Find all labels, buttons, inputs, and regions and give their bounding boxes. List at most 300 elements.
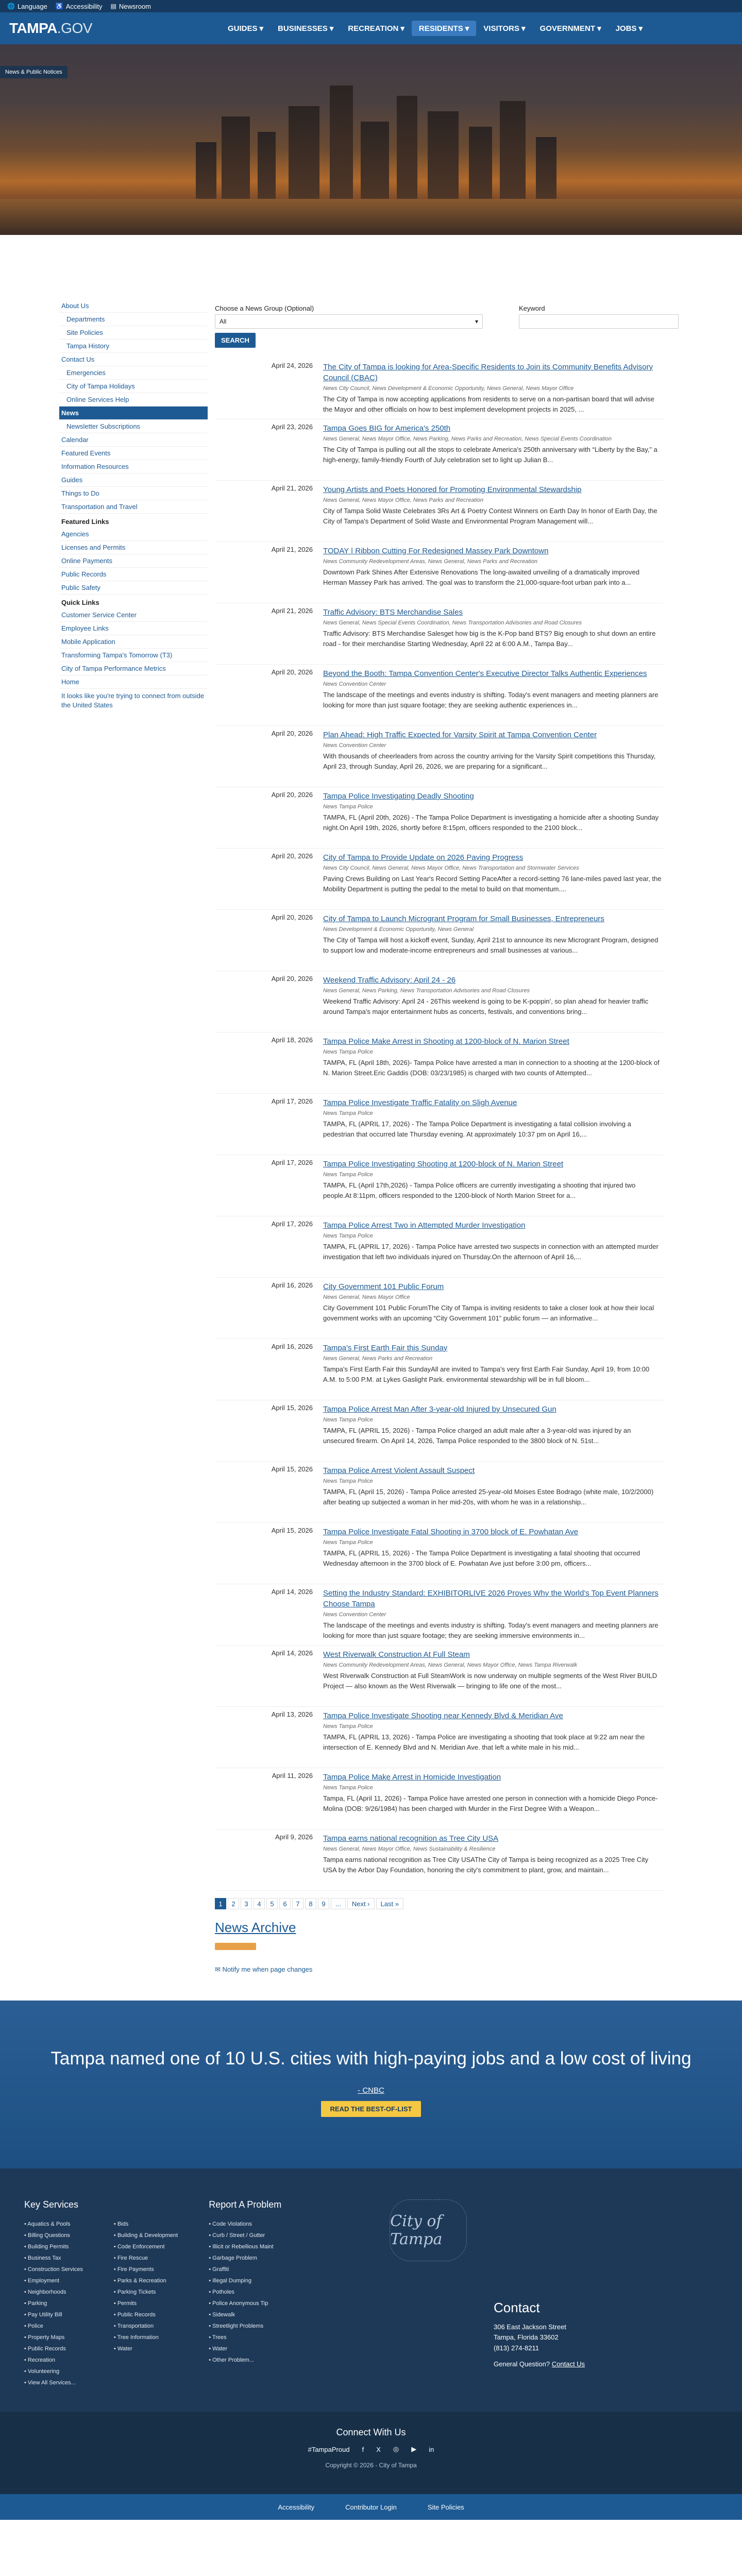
news-item (215, 1032, 663, 1094)
utility-bar (0, 0, 742, 12)
news-title[interactable]: Tampa's First Earth Fair this Sunday (323, 1344, 448, 1352)
sidebar-item[interactable]: Departments (59, 313, 208, 326)
social-icon[interactable]: f (362, 2445, 364, 2453)
site-header (0, 12, 742, 44)
news-title[interactable]: Tampa Police Arrest Violent Assault Suspect (323, 1466, 475, 1475)
news-title[interactable]: The City of Tampa is looking for Area-Specific Residents to Join its Community Benefits Advisory Council (CBAC) (323, 363, 653, 382)
featured-link[interactable]: Agencies (59, 528, 208, 541)
footer-link[interactable]: • Tree Information (113, 2334, 159, 2341)
news-item (215, 481, 663, 542)
chevron-down-icon: ▾ (465, 24, 469, 33)
footer-link[interactable]: • Streetlight Problems (209, 2323, 264, 2329)
news-summary: TAMPA, FL (April 20th, 2026) - The Tampa Police Department is investigating a homicide after a shooting Sunday night.On April 19th, 2026, shortly before 8:15pm, officers responded to the 2100 block... (323, 814, 659, 832)
nav-item-guides[interactable] (221, 21, 271, 36)
news-date: April 17, 2026 (271, 1159, 313, 1166)
news-title[interactable]: Tampa Police Make Arrest in Homicide Investigation (323, 1773, 501, 1782)
news-date: April 13, 2026 (271, 1710, 313, 1718)
news-date: April 14, 2026 (271, 1649, 313, 1657)
news-body (323, 423, 663, 480)
site-logo[interactable] (9, 20, 221, 37)
footer-link[interactable]: • Parking (24, 2300, 47, 2307)
sidebar-item[interactable]: Featured Events (59, 447, 208, 460)
news-category: News Tampa Police (323, 1478, 373, 1484)
city-seal-logo: City of Tampa (390, 2199, 467, 2261)
news-body (323, 1404, 663, 1461)
news-summary: TAMPA, FL (APRIL 15, 2026) - The Tampa Police Department is investigating a fatal shooting that occurred Wednesday afternoon in the 3700 block of E. Powhatan Ave just before 3:00 pm, officers... (323, 1549, 640, 1568)
news-summary: The City of Tampa is pulling out all the stops to celebrate America's 250th anniversary with “Liberty by the Bay,” a high-energy, family-friendly Fourth of July celebration set to light up Julian B... (323, 446, 657, 464)
news-category: News Tampa Police (323, 1172, 373, 1178)
featured-link[interactable]: Online Payments (59, 554, 208, 568)
news-date: April 16, 2026 (271, 1281, 313, 1289)
news-date: April 15, 2026 (271, 1465, 313, 1473)
news-category: News Development & Economic Opportunity, News General (323, 926, 474, 933)
news-category: News General, News Mayor Office, News Sustainability & Resilience (323, 1846, 496, 1852)
sidebar-item[interactable]: About Us (59, 299, 208, 313)
news-date: April 17, 2026 (271, 1097, 313, 1105)
sidebar-item[interactable]: Guides (59, 473, 208, 487)
news-group-value: All (220, 318, 227, 325)
news-category: News General, News Mayor Office (323, 1294, 410, 1300)
address-line1: 306 East Jackson Street (494, 2323, 566, 2331)
quick-link[interactable]: City of Tampa Performance Metrics (59, 662, 208, 675)
news-category: News Convention Center (323, 742, 386, 749)
news-item (215, 358, 663, 419)
footer-link[interactable]: • Recreation (24, 2357, 56, 2363)
nav-item-businesses[interactable] (271, 21, 341, 36)
news-date: April 11, 2026 (272, 1772, 313, 1780)
bottom-link[interactable]: Site Policies (427, 2503, 464, 2511)
news-item (215, 910, 663, 971)
chevron-down-icon: ▾ (638, 24, 643, 33)
news-title[interactable]: Tampa Police Make Arrest in Shooting at 1200-block of N. Marion Street (323, 1037, 569, 1046)
news-title[interactable]: TODAY | Ribbon Cutting For Redesigned Massey Park Downtown (323, 547, 549, 555)
news-category: News Convention Center (323, 681, 386, 687)
news-body (323, 1772, 663, 1829)
news-category: News Tampa Police (323, 1233, 373, 1239)
promo-headline: Tampa named one of 10 U.S. cities with high-paying jobs and a low cost of living (50, 2048, 692, 2069)
featured-link[interactable]: Public Records (59, 568, 208, 581)
news-category: News Community Redevelopment Areas, News General, News Mayor Office, News Tampa Riverwalk (323, 1662, 578, 1668)
bottom-link[interactable]: Accessibility (278, 2503, 315, 2511)
news-summary: City Government 101 Public ForumThe City of Tampa is inviting residents to take a closer look at how their local government works with an upcoming “City Government 101” public forum — an informative... (323, 1304, 654, 1323)
news-item (215, 1278, 663, 1339)
news-date: April 18, 2026 (271, 1036, 313, 1044)
nav-label: BUSINESSES (278, 24, 328, 33)
accessibility-link[interactable] (56, 3, 103, 10)
news-item (215, 1829, 663, 1891)
news-category: News General, News Special Events Coordination, News Transportation Advisories and Road Closures (323, 620, 582, 626)
sidebar-item[interactable]: Transportation and Travel (59, 500, 208, 514)
news-item (215, 1462, 663, 1523)
key-services-col2 (114, 2218, 178, 2388)
featured-link[interactable]: Licenses and Permits (59, 541, 208, 554)
footer-link[interactable]: • Code Violations (209, 2221, 252, 2227)
news-item (215, 787, 663, 849)
phone: (813) 274-8211 (494, 2344, 539, 2352)
news-body (323, 607, 663, 664)
footer-link[interactable]: • Business Tax (24, 2255, 61, 2261)
social-icon[interactable]: in (429, 2445, 434, 2453)
footer-link[interactable]: • Property Maps (24, 2334, 65, 2341)
news-title[interactable]: Tampa Police Investigating Shooting at 1200-block of N. Marion Street (323, 1160, 564, 1168)
news-date: April 21, 2026 (271, 546, 313, 553)
footer-link[interactable]: • Curb / Street / Gutter (209, 2232, 265, 2239)
news-body (323, 1097, 663, 1155)
news-summary: TAMPA, FL (APRIL 13, 2026) - Tampa Police are investigating a shooting that took place at 9:22 am near the intersection of E. Kennedy Blvd and N. Meridian Ave. that left a white male in his mid... (323, 1733, 645, 1752)
news-summary: West Riverwalk Construction at Full SteamWork is now underway on multiple segments of the West River BUILD Project — also known as the West Riverwalk — bringing to life one of the most... (323, 1672, 657, 1690)
news-body (323, 1159, 663, 1216)
footer-link[interactable]: • Volunteering (24, 2368, 60, 2375)
news-title[interactable]: Young Artists and Poets Honored for Promoting Environmental Stewardship (323, 485, 582, 494)
footer-link[interactable]: • Water (209, 2346, 228, 2352)
sidebar-item[interactable]: Newsletter Subscriptions (59, 420, 208, 433)
news-body (323, 546, 663, 603)
news-body (323, 1710, 663, 1768)
accessibility-icon: ♿ (55, 3, 63, 10)
sidebar-item[interactable]: Tampa History (59, 340, 208, 353)
promo-button[interactable]: READ THE BEST-OF-LIST (321, 2101, 421, 2117)
news-category: News General, News Mayor Office, News Parks and Recreation (323, 497, 484, 503)
sidebar (59, 299, 208, 1974)
news-summary: TAMPA, FL (APRIL 17, 2026) - Tampa Police have arrested two suspects in connection with an attempted murder investigation that left two individuals injured on Thursday.On the afternoon of April 16,... (323, 1243, 659, 1261)
footer-link[interactable]: • Illegal Dumping (209, 2278, 251, 2284)
news-list (215, 358, 663, 1891)
footer-link[interactable]: • Graffiti (209, 2266, 229, 2273)
news-title[interactable]: Tampa Goes BIG for America's 250th (323, 424, 451, 433)
bottom-bar (0, 2494, 742, 2520)
footer-link[interactable]: • Police Anonymous Tip (209, 2300, 268, 2307)
news-body (323, 484, 663, 541)
footer-link[interactable]: • Potholes (209, 2289, 234, 2295)
newspaper-icon: ▤ (110, 3, 116, 10)
footer-link[interactable]: • Code Enforcement (113, 2244, 165, 2250)
chevron-down-icon: ▾ (329, 24, 334, 33)
news-item (215, 603, 663, 665)
news-date: April 16, 2026 (271, 1343, 313, 1350)
news-title[interactable]: Setting the Industry Standard: EXHIBITORLIVE 2026 Proves Why the World's Top Event Planners Choose Tampa (323, 1589, 659, 1608)
footer-link[interactable]: • Aquatics & Pools (24, 2221, 71, 2227)
news-category: News General, News Parks and Recreation (323, 1355, 433, 1362)
news-date: April 23, 2026 (271, 423, 313, 431)
footer-link[interactable]: • Pay Utility Bill (24, 2312, 62, 2318)
next-page-link[interactable]: Next › (347, 1898, 375, 1909)
sidebar-item[interactable]: Information Resources (59, 460, 208, 473)
footer-link[interactable]: • Illicit or Rebellious Maint (209, 2244, 274, 2250)
news-date: April 17, 2026 (271, 1220, 313, 1228)
news-category: News City Council, News Development & Economic Opportunity, News General, News Mayor Office (323, 385, 574, 392)
report-title: Report A Problem (209, 2199, 282, 2210)
news-body (323, 1220, 663, 1277)
news-item (215, 1216, 663, 1278)
page-link[interactable]: 9 (318, 1898, 329, 1909)
sidebar-item[interactable]: City of Tampa Holidays (59, 380, 208, 393)
footer-link[interactable]: • Parks & Recreation (113, 2278, 166, 2284)
news-body (323, 975, 663, 1032)
chevron-down-icon: ▾ (259, 24, 264, 33)
news-summary: The City of Tampa will host a kickoff event, Sunday, April 21st to announce its new Microgrant Program, designed to support low and moderate-income entrepreneurs and small businesses at various... (323, 936, 659, 955)
news-title[interactable]: Weekend Traffic Advisory: April 24 - 26 (323, 976, 456, 985)
footer-link[interactable]: • Neighborhoods (24, 2289, 66, 2295)
mail-icon: ✉ (215, 1965, 223, 1973)
notify-label: Notify me when page changes (222, 1965, 313, 1973)
news-body (323, 791, 663, 848)
news-category: News General, News Parking, News Transportation Advisories and Road Closures (323, 988, 530, 994)
hashtag: #TampaProud (308, 2445, 350, 2453)
main-nav (221, 21, 733, 36)
news-date: April 21, 2026 (271, 607, 313, 615)
copyright: Copyright © 2026 - City of Tampa (325, 2462, 417, 2469)
key-services-col1 (24, 2218, 83, 2388)
news-item (215, 1707, 663, 1768)
hero-tag: News & Public Notices (0, 66, 68, 78)
news-summary: TAMPA, FL (APRIL 17, 2026) - The Tampa Police Department is investigating a fatal collision involving a pedestrian that occurred late Thursday evening. At approximately 10:37 pm on April 16,... (323, 1120, 631, 1139)
footer-link[interactable]: • Billing Questions (24, 2232, 70, 2239)
nav-label: RECREATION (348, 24, 399, 33)
news-title[interactable]: West Riverwalk Construction At Full Steam (323, 1650, 470, 1659)
footer-link[interactable]: • Building Permits (24, 2244, 69, 2250)
footer-link[interactable]: • Bids (113, 2221, 129, 2227)
page-link[interactable]: 4 (254, 1898, 265, 1909)
notify-link[interactable] (215, 1965, 663, 1974)
news-date: April 20, 2026 (271, 791, 313, 799)
footer-link[interactable]: • Trees (209, 2334, 227, 2341)
quick-links-header: Quick Links (61, 599, 99, 606)
news-title[interactable]: City Government 101 Public Forum (323, 1282, 444, 1291)
news-title[interactable]: Plan Ahead: High Traffic Expected for Varsity Spirit at Tampa Convention Center (323, 731, 597, 739)
news-title[interactable]: Tampa Police Arrest Two in Attempted Murder Investigation (323, 1221, 526, 1230)
page-link[interactable]: 6 (279, 1898, 291, 1909)
news-title[interactable]: Tampa Police Arrest Man After 3-year-old Injured by Unsecured Gun (323, 1405, 556, 1414)
footer-link[interactable]: • Employment (24, 2278, 60, 2284)
report-problem (209, 2199, 281, 2412)
news-item (215, 1646, 663, 1707)
footer-link[interactable]: • Building & Development (113, 2232, 178, 2239)
news-body (323, 362, 663, 419)
language-link[interactable] (7, 3, 47, 10)
news-item (215, 542, 663, 603)
main-column (215, 299, 663, 1974)
sidebar-item[interactable]: Site Policies (59, 326, 208, 340)
quick-link[interactable]: Employee Links (59, 622, 208, 635)
hero-banner (0, 44, 742, 235)
news-body (323, 668, 663, 725)
news-category: News Tampa Police (323, 1785, 373, 1791)
news-summary: TAMPA, FL (April 18th, 2026)- Tampa Police have arrested a man in connection to a shooting at the 1200-block of N. Marion Street.Eric Gaddis (DOB: 03/23/1985) is charged with two counts of Attempted... (323, 1059, 660, 1077)
news-group-select[interactable] (215, 314, 483, 329)
quick-link[interactable]: Transforming Tampa's Tomorrow (T3) (59, 649, 208, 662)
news-body (323, 913, 663, 971)
news-title[interactable]: Tampa earns national recognition as Tree City USA (323, 1834, 499, 1843)
news-title[interactable]: Tampa Police Investigate Traffic Fatality on Sligh Avenue (323, 1098, 517, 1107)
news-date: April 20, 2026 (271, 852, 313, 860)
news-date: April 14, 2026 (271, 1588, 313, 1596)
nav-item-visitors[interactable] (476, 21, 532, 36)
news-date: April 15, 2026 (271, 1527, 313, 1534)
news-title[interactable]: Tampa Police Investigate Fatal Shooting in 3700 block of E. Powhatan Ave (323, 1528, 579, 1536)
social-icon[interactable]: ◎ (393, 2445, 399, 2453)
footer-link[interactable]: • View All Services... (24, 2380, 76, 2386)
news-item (215, 1523, 663, 1584)
news-date: April 21, 2026 (271, 484, 313, 492)
news-category: News Community Redevelopment Areas, News General, News Parks and Recreation (323, 558, 537, 565)
sidebar-item[interactable]: Emergencies (59, 366, 208, 380)
page-link[interactable]: 3 (241, 1898, 252, 1909)
news-item (215, 665, 663, 726)
promo-banner (0, 2001, 742, 2168)
chevron-down-icon: ▾ (400, 24, 404, 33)
featured-link[interactable]: Public Safety (59, 581, 208, 595)
page-link[interactable]: 7 (292, 1898, 303, 1909)
news-title[interactable]: City of Tampa to Provide Update on 2026 Paving Progress (323, 853, 524, 862)
news-category: News City Council, News General, News Mayor Office, News Transportation and Stormwater Services (323, 865, 579, 871)
footer-link[interactable]: • Public Records (113, 2312, 156, 2318)
footer-link[interactable]: • Garbage Problem (209, 2255, 257, 2261)
sidebar-item[interactable]: News (59, 406, 208, 420)
globe-icon: 🌐 (7, 3, 15, 10)
featured-links-header: Featured Links (61, 518, 109, 526)
newsroom-link[interactable] (111, 3, 151, 10)
news-title[interactable]: Tampa Police Investigate Shooting near Kennedy Blvd & Meridian Ave (323, 1711, 563, 1720)
news-body (323, 1465, 663, 1522)
news-date: April 20, 2026 (271, 913, 313, 921)
news-title[interactable]: Beyond the Booth: Tampa Convention Center's Executive Director Talks Authentic Experiences (323, 669, 647, 678)
keyword-input[interactable] (519, 314, 679, 329)
news-summary: TAMPA, FL (April 15, 2026) - Tampa Police arrested 25-year-old Moises Estee Bodrago (white male, 10/2/2000) after beating up subjected a woman in her mid-20s, with whom he was in a relationship... (323, 1488, 654, 1506)
search-button[interactable]: SEARCH (215, 333, 256, 348)
newsroom-label: Newsroom (119, 2, 151, 10)
chevron-down-icon: ▾ (597, 24, 601, 33)
footer-link[interactable]: • Sidewalk (209, 2312, 235, 2318)
social-icon[interactable]: ▶ (411, 2445, 417, 2453)
news-body (323, 1281, 663, 1338)
news-summary: Weekend Traffic Advisory: April 24 - 26This weekend is going to be K-poppin', so plan ahead for heavier traffic around Tampa's major entertainment hubs as concerts, festivals, and conventions bring... (323, 997, 649, 1016)
page-link[interactable]: 1 (215, 1898, 226, 1909)
footer-link[interactable]: • Public Records (24, 2346, 66, 2352)
news-body (323, 730, 663, 787)
chevron-down-icon: ▾ (475, 318, 478, 325)
news-date: April 24, 2026 (271, 362, 313, 369)
news-group-label: Choose a News Group (Optional) (215, 304, 314, 312)
page-link[interactable]: 8 (305, 1898, 316, 1909)
site-footer (0, 2168, 742, 2412)
news-item (215, 1094, 663, 1155)
news-item (215, 849, 663, 910)
footer-link[interactable]: • Police (24, 2323, 43, 2329)
news-summary: TAMPA, FL (APRIL 15, 2026) - Tampa Police charged an adult male after a 3-year-old was injured by an unsecured firearm. On April 14, 2026, Tampa Police responded to the 3800 block of N. 51st... (323, 1427, 631, 1445)
nav-label: JOBS (615, 24, 637, 33)
footer-link[interactable]: • Transportation (113, 2323, 154, 2329)
sidebar-item[interactable]: Online Services Help (59, 393, 208, 406)
footer-link[interactable]: • Fire Payments (113, 2266, 154, 2273)
geo-notice: It looks like you're trying to connect from outside the United States (61, 692, 205, 709)
news-category: News Tampa Police (323, 1723, 373, 1730)
news-category: News Tampa Police (323, 1049, 373, 1055)
news-date: April 20, 2026 (271, 668, 313, 676)
rss-button[interactable] (215, 1943, 256, 1950)
news-summary: Paving Crews Building on Last Year's Record Setting PaceAfter a record-setting 76 lane-miles paved last year, the Mobility Department is putting the pedal to the metal to build on that momentum.... (323, 875, 662, 893)
contact-block (494, 2297, 585, 2370)
footer-link[interactable]: • Water (113, 2346, 132, 2352)
nav-label: GOVERNMENT (539, 24, 596, 33)
footer-link[interactable]: • Permits (113, 2300, 137, 2307)
social-links (0, 2445, 742, 2453)
connect-section (0, 2412, 742, 2494)
news-title[interactable]: Traffic Advisory: BTS Merchandise Sales (323, 608, 463, 617)
news-body (323, 1527, 663, 1584)
nav-label: GUIDES (228, 24, 258, 33)
key-services-title: Key Services (24, 2199, 79, 2210)
page-ellipsis: ... (331, 1898, 346, 1909)
news-body (323, 1036, 663, 1093)
quick-link[interactable]: Home (59, 675, 208, 689)
nav-item-residents[interactable] (412, 21, 476, 36)
news-summary: With thousands of cheerleaders from across the country arriving for the Varsity Spirit competitions this Thursday, April 23, through Sunday, April 26, 2026, we are preparing for a significant... (323, 752, 656, 771)
page-link[interactable]: 2 (228, 1898, 239, 1909)
news-title[interactable]: Tampa Police Investigating Deadly Shooting (323, 792, 474, 801)
footer-link[interactable]: • Construction Services (24, 2266, 83, 2273)
question-label: General Question? (494, 2360, 550, 2368)
nav-item-jobs[interactable] (609, 21, 650, 36)
promo-source[interactable]: - CNBC (358, 2086, 384, 2095)
news-body (323, 1588, 663, 1645)
news-body (323, 1343, 663, 1400)
news-summary: Downtown Park Shines After Extensive Renovations The long-awaited unveiling of a dramatically improved Herman Massey Park has arrived. The goal was to transform the 21,000-square-foot urban park into a... (323, 568, 639, 587)
news-date: April 15, 2026 (271, 1404, 313, 1412)
news-body (323, 852, 663, 909)
bottom-link[interactable]: Contributor Login (345, 2503, 397, 2511)
news-category: News Tampa Police (323, 1539, 373, 1546)
social-icon[interactable]: X (376, 2445, 381, 2453)
news-filters (215, 304, 663, 329)
news-summary: Tampa earns national recognition as Tree City USAThe City of Tampa is being recognized as a 2025 Tree City USA by the Arbor Day Foundation, honoring the city's commitment to plant, grow, and maintain... (323, 1856, 649, 1874)
news-body (323, 1833, 663, 1890)
news-item (215, 1155, 663, 1216)
news-title[interactable]: City of Tampa to Launch Microgrant Program for Small Businesses, Entrepreneurs (323, 914, 604, 923)
sidebar-item[interactable]: Calendar (59, 433, 208, 447)
last-page-link[interactable]: Last » (376, 1898, 403, 1909)
logo-main: TAMPA (9, 20, 57, 36)
page-link[interactable]: 5 (266, 1898, 278, 1909)
news-date: April 20, 2026 (271, 730, 313, 737)
logo-suffix: .GOV (57, 20, 92, 36)
news-category: News Convention Center (323, 1612, 386, 1618)
footer-link[interactable]: • Other Problem... (209, 2357, 254, 2363)
sidebar-item[interactable]: Things to Do (59, 487, 208, 500)
quick-link[interactable]: Customer Service Center (59, 608, 208, 622)
news-item (215, 1584, 663, 1646)
address-line2: Tampa, Florida 33602 (494, 2333, 559, 2342)
news-item (215, 1339, 663, 1400)
contact-link[interactable]: Contact Us (551, 2360, 585, 2368)
page-content (0, 299, 742, 1974)
news-archive-link[interactable]: News Archive (215, 1920, 296, 1935)
quick-link[interactable]: Mobile Application (59, 635, 208, 649)
news-category: News Tampa Police (323, 1110, 373, 1116)
chevron-down-icon: ▾ (521, 24, 526, 33)
news-category: News Tampa Police (323, 804, 373, 810)
footer-link[interactable]: • Fire Rescue (113, 2255, 148, 2261)
news-summary: The landscape of the meetings and events industry is shifting. Today's event managers and meeting planners are looking for more than just square footage; they are seeking authentic experiences in... (323, 691, 659, 709)
news-summary: Tampa's First Earth Fair this SundayAll are invited to Tampa's very first Earth Fair Sunday, April 19, from 10:00 A.M. to 5:00 P.M. at Lykes Gaslight Park. environmental stewardship will be in full bloom... (323, 1365, 650, 1384)
news-summary: Traffic Advisory: BTS Merchandise Salesget how big is the K-Pop band BTS? Big enough to shut down an entire road - for their merchandise Starting Wednesday, April 22 at 6:00 A.M., Tampa Bay... (323, 630, 656, 648)
news-item (215, 1768, 663, 1829)
nav-item-government[interactable] (533, 21, 609, 36)
nav-item-recreation[interactable] (341, 21, 412, 36)
footer-link[interactable]: • Parking Tickets (113, 2289, 156, 2295)
news-summary: The landscape of the meetings and events industry is shifting. Today's event managers and meeting planners are looking for more than just square footage; they are seeking immersive environments in... (323, 1621, 659, 1640)
sidebar-item[interactable]: Contact Us (59, 353, 208, 366)
news-summary: City of Tampa Solid Waste Celebrates 3Rs Art & Poetry Contest Winners on Earth Day In honor of Earth Day, the City of Tampa's Department of Solid Waste and Environmental Program Management will... (323, 507, 657, 526)
